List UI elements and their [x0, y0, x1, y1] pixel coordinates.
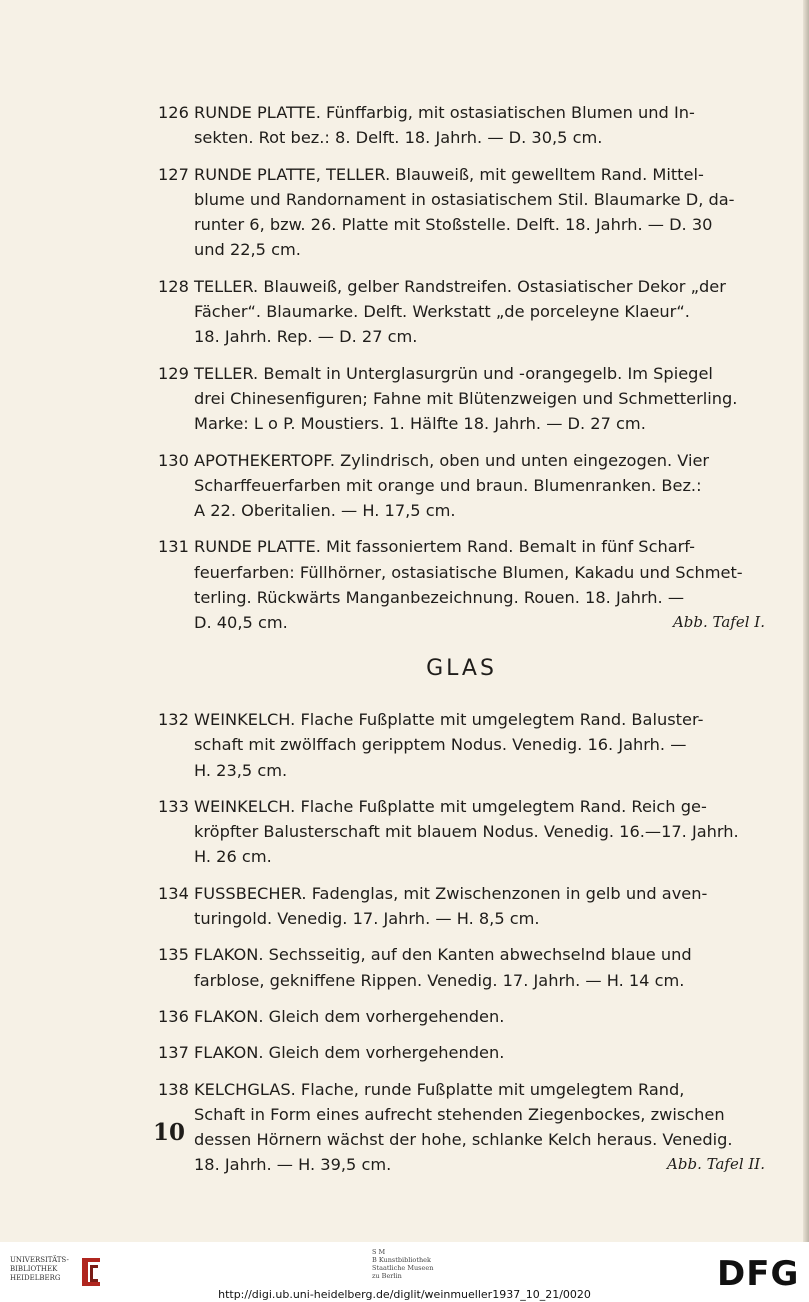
entry-line: turingold. Venedig. 17. Jahrh. — H. 8,5 cm. — [194, 909, 540, 929]
catalog-text — [158, 100, 765, 1189]
entry-number: 129 — [158, 363, 189, 383]
ceramics-entries — [158, 100, 765, 636]
logo-line: HEIDELBERG — [10, 1274, 61, 1282]
entry-line-text: D. 40,5 cm. — [194, 613, 288, 633]
catalog-entry — [158, 881, 765, 932]
catalog-entry — [158, 361, 765, 437]
catalog-entry — [158, 100, 765, 151]
entry-line: H. 23,5 cm. — [194, 760, 288, 780]
entry-number: 138 — [158, 1079, 189, 1099]
entry-line: schaft mit zwölffach geripptem Nodus. Venedig. 16. Jahrh. — — [194, 735, 687, 755]
stamp-line: Staatliche Museen — [372, 1264, 434, 1272]
entry-line: FLAKON. Gleich dem vorhergehenden. — [194, 1006, 505, 1026]
logo-line: UNIVERSITÄTS- — [10, 1256, 69, 1264]
stamp-line: zu Berlin — [372, 1272, 402, 1280]
entry-line: H. 26 cm. — [194, 847, 272, 867]
entry-number: 131 — [158, 537, 189, 557]
stamp-line: B Kunstbibliothek — [372, 1256, 431, 1264]
catalog-entry — [158, 1004, 765, 1029]
entry-line — [194, 1152, 765, 1177]
entry-number: 137 — [158, 1043, 189, 1063]
university-library-logo — [10, 1256, 100, 1292]
entry-line: KELCHGLAS. Flache, runde Fußplatte mit umgelegtem Rand, — [194, 1079, 685, 1099]
university-seal-icon — [78, 1256, 104, 1288]
entry-line: WEINKELCH. Flache Fußplatte mit umgelegtem Rand. Baluster- — [194, 709, 704, 729]
entry-line: WEINKELCH. Flache Fußplatte mit umgelegtem Rand. Reich ge- — [194, 796, 707, 816]
catalog-entry — [158, 534, 765, 635]
catalog-entry — [158, 707, 765, 783]
entry-number: 128 — [158, 276, 189, 296]
entry-number: 133 — [158, 796, 189, 816]
catalog-entry — [158, 942, 765, 993]
permalink-url[interactable]: http://digi.ub.uni-heidelberg.de/diglit/weinmueller1937_10_21/0020 — [218, 1288, 591, 1301]
entry-line: TELLER. Bemalt in Unterglasurgrün und -orangegelb. Im Spiegel — [194, 363, 713, 383]
stamp-line: S M — [372, 1248, 386, 1256]
library-stamp — [372, 1248, 472, 1280]
entry-line: farblose, gekniffene Rippen. Venedig. 17. Jahrh. — H. 14 cm. — [194, 970, 685, 990]
entry-line: runter 6, bzw. 26. Platte mit Stoßstelle. Delft. 18. Jahrh. — D. 30 — [194, 215, 713, 235]
entry-line: kröpfter Balusterschaft mit blauem Nodus. Venedig. 16.—17. Jahrh. — [194, 822, 739, 842]
entry-line: Marke: L o P. Moustiers. 1. Hälfte 18. Jahrh. — D. 27 cm. — [194, 414, 646, 434]
catalog-entry — [158, 1077, 765, 1178]
catalog-entry — [158, 794, 765, 870]
catalog-entry — [158, 274, 765, 350]
catalog-entry — [158, 448, 765, 524]
plate-reference: Abb. Tafel II. — [667, 1155, 765, 1174]
entry-line: RUNDE PLATTE, TELLER. Blauweiß, mit gewelltem Rand. Mittel- — [194, 164, 704, 184]
entry-line: Scharffeuerfarben mit orange und braun. Blumenranken. Bez.: — [194, 475, 702, 495]
entry-line — [194, 610, 765, 635]
entry-line-text: 18. Jahrh. — H. 39,5 cm. — [194, 1155, 392, 1175]
entry-number: 130 — [158, 450, 189, 470]
dfg-logo: DFG — [717, 1254, 800, 1294]
entry-number: 134 — [158, 883, 189, 903]
entry-line: terling. Rückwärts Manganbezeichnung. Rouen. 18. Jahrh. — — [194, 588, 685, 608]
plate-reference: Abb. Tafel I. — [672, 613, 765, 632]
logo-line: BIBLIOTHEK — [10, 1265, 58, 1273]
entry-line: drei Chinesenfiguren; Fahne mit Blütenzweigen und Schmetterling. — [194, 388, 738, 408]
glass-entries — [158, 707, 765, 1178]
entry-line: RUNDE PLATTE. Fünffarbig, mit ostasiatischen Blumen und In- — [194, 103, 695, 122]
entry-line: A 22. Oberitalien. — H. 17,5 cm. — [194, 501, 456, 521]
entry-line: FLAKON. Gleich dem vorhergehenden. — [194, 1043, 505, 1063]
entry-number: 136 — [158, 1006, 189, 1026]
section-heading: GLAS — [426, 655, 497, 681]
entry-line: FUSSBECHER. Fadenglas, mit Zwischenzonen in gelb und aven- — [194, 883, 708, 903]
entry-line: RUNDE PLATTE. Mit fassoniertem Rand. Bemalt in fünf Scharf- — [194, 537, 695, 557]
entry-line: FLAKON. Sechsseitig, auf den Kanten abwechselnd blaue und — [194, 945, 692, 965]
entry-number: 126 — [158, 103, 189, 122]
entry-line: TELLER. Blauweiß, gelber Randstreifen. Ostasiatischer Dekor „der — [194, 276, 726, 296]
entry-line: Schaft in Form eines aufrecht stehenden Ziegenbockes, zwischen — [194, 1104, 725, 1124]
page-number: 10 — [153, 1119, 186, 1146]
entry-number: 127 — [158, 164, 189, 184]
entry-line: Fächer“. Blaumarke. Delft. Werkstatt „de porceleyne Klaeur“. — [194, 302, 690, 322]
page-edge — [803, 0, 809, 1242]
catalog-entry — [158, 1040, 765, 1065]
entry-number: 135 — [158, 945, 189, 965]
catalog-entry — [158, 162, 765, 263]
viewer-footer — [0, 1242, 809, 1302]
entry-line: sekten. Rot bez.: 8. Delft. 18. Jahrh. — D. 30,5 cm. — [194, 128, 603, 148]
entry-line: APOTHEKERTOPF. Zylindrisch, oben und unten eingezogen. Vier — [194, 450, 710, 470]
entry-line: blume und Randornament in ostasiatischem Stil. Blaumarke D, da- — [194, 189, 735, 209]
entry-line: 18. Jahrh. Rep. — D. 27 cm. — [194, 327, 418, 347]
entry-line: feuerfarben: Füllhörner, ostasiatische Blumen, Kakadu und Schmet- — [194, 562, 743, 582]
entry-line: und 22,5 cm. — [194, 240, 301, 260]
entry-number: 132 — [158, 709, 189, 729]
entry-line: dessen Hörnern wächst der hohe, schlanke Kelch heraus. Venedig. — [194, 1130, 733, 1150]
